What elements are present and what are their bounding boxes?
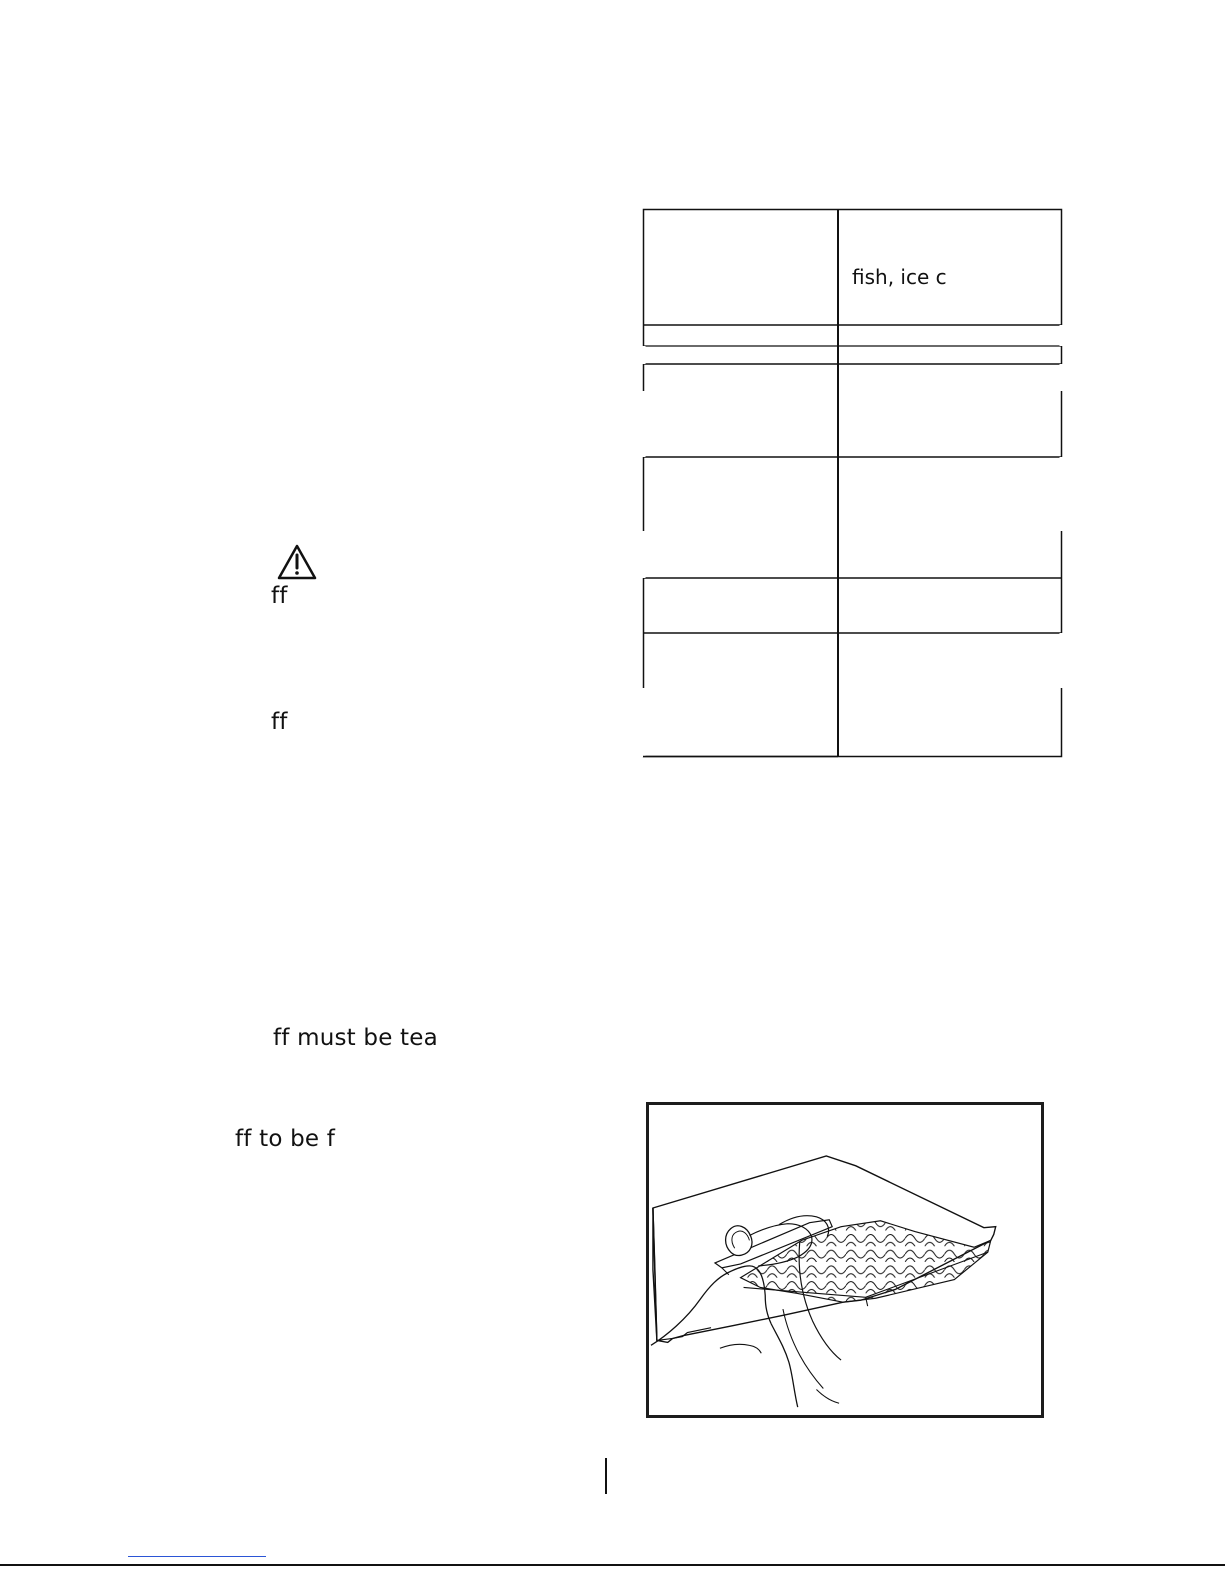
storage-table-grid (643, 209, 1062, 757)
ff-fragment-lower: ff (271, 709, 288, 735)
ff-must-be-tea-text: ff must be tea (273, 1025, 438, 1051)
footer-link-underline (128, 1556, 266, 1557)
warning-icon (277, 544, 317, 580)
bottom-rule (0, 1564, 1225, 1566)
page-divider (605, 1458, 607, 1494)
storage-table (643, 209, 1062, 757)
ice-tray-illustration (646, 1102, 1044, 1418)
table-cell-fish-ice: fish, ice c (852, 265, 947, 289)
ff-to-be-f-text: ff to be f (235, 1126, 336, 1152)
ff-fragment-upper: ff (271, 583, 288, 609)
